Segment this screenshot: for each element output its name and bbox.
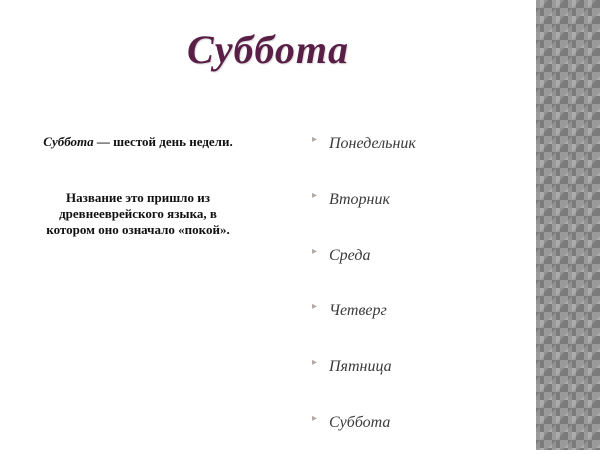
bullet-icon: ▸ xyxy=(312,245,318,257)
weekday-label: Четверг xyxy=(329,302,387,320)
weekday-item xyxy=(312,353,512,409)
intro-rest: — шестой день недели. xyxy=(93,134,233,149)
description-block xyxy=(18,134,258,238)
bullet-icon: ▸ xyxy=(312,412,318,424)
weekday-label: Суббота xyxy=(329,413,391,431)
weekday-item xyxy=(312,409,512,465)
intro-paragraph xyxy=(18,134,258,150)
weekday-item xyxy=(312,130,512,186)
intro-term: Суббота xyxy=(43,134,94,149)
weekday-label: Пятница xyxy=(329,358,392,376)
weekday-label: Среда xyxy=(329,246,371,264)
weekday-list xyxy=(312,130,512,465)
weekday-item xyxy=(312,297,512,353)
decorative-pattern-strip xyxy=(536,0,600,450)
weekday-label: Вторник xyxy=(329,190,390,208)
bullet-icon: ▸ xyxy=(312,134,318,145)
weekday-label: Понедельник xyxy=(329,135,416,152)
weekday-item xyxy=(312,186,512,242)
weekday-item xyxy=(312,242,512,298)
bullet-icon: ▸ xyxy=(312,301,318,313)
origin-paragraph: Название это пришло из древнееврейского языка, в котором оно означало «покой». xyxy=(46,190,230,237)
bullet-icon: ▸ xyxy=(312,357,318,369)
bullet-icon: ▸ xyxy=(312,189,318,201)
slide-title: Суббота xyxy=(187,27,349,72)
